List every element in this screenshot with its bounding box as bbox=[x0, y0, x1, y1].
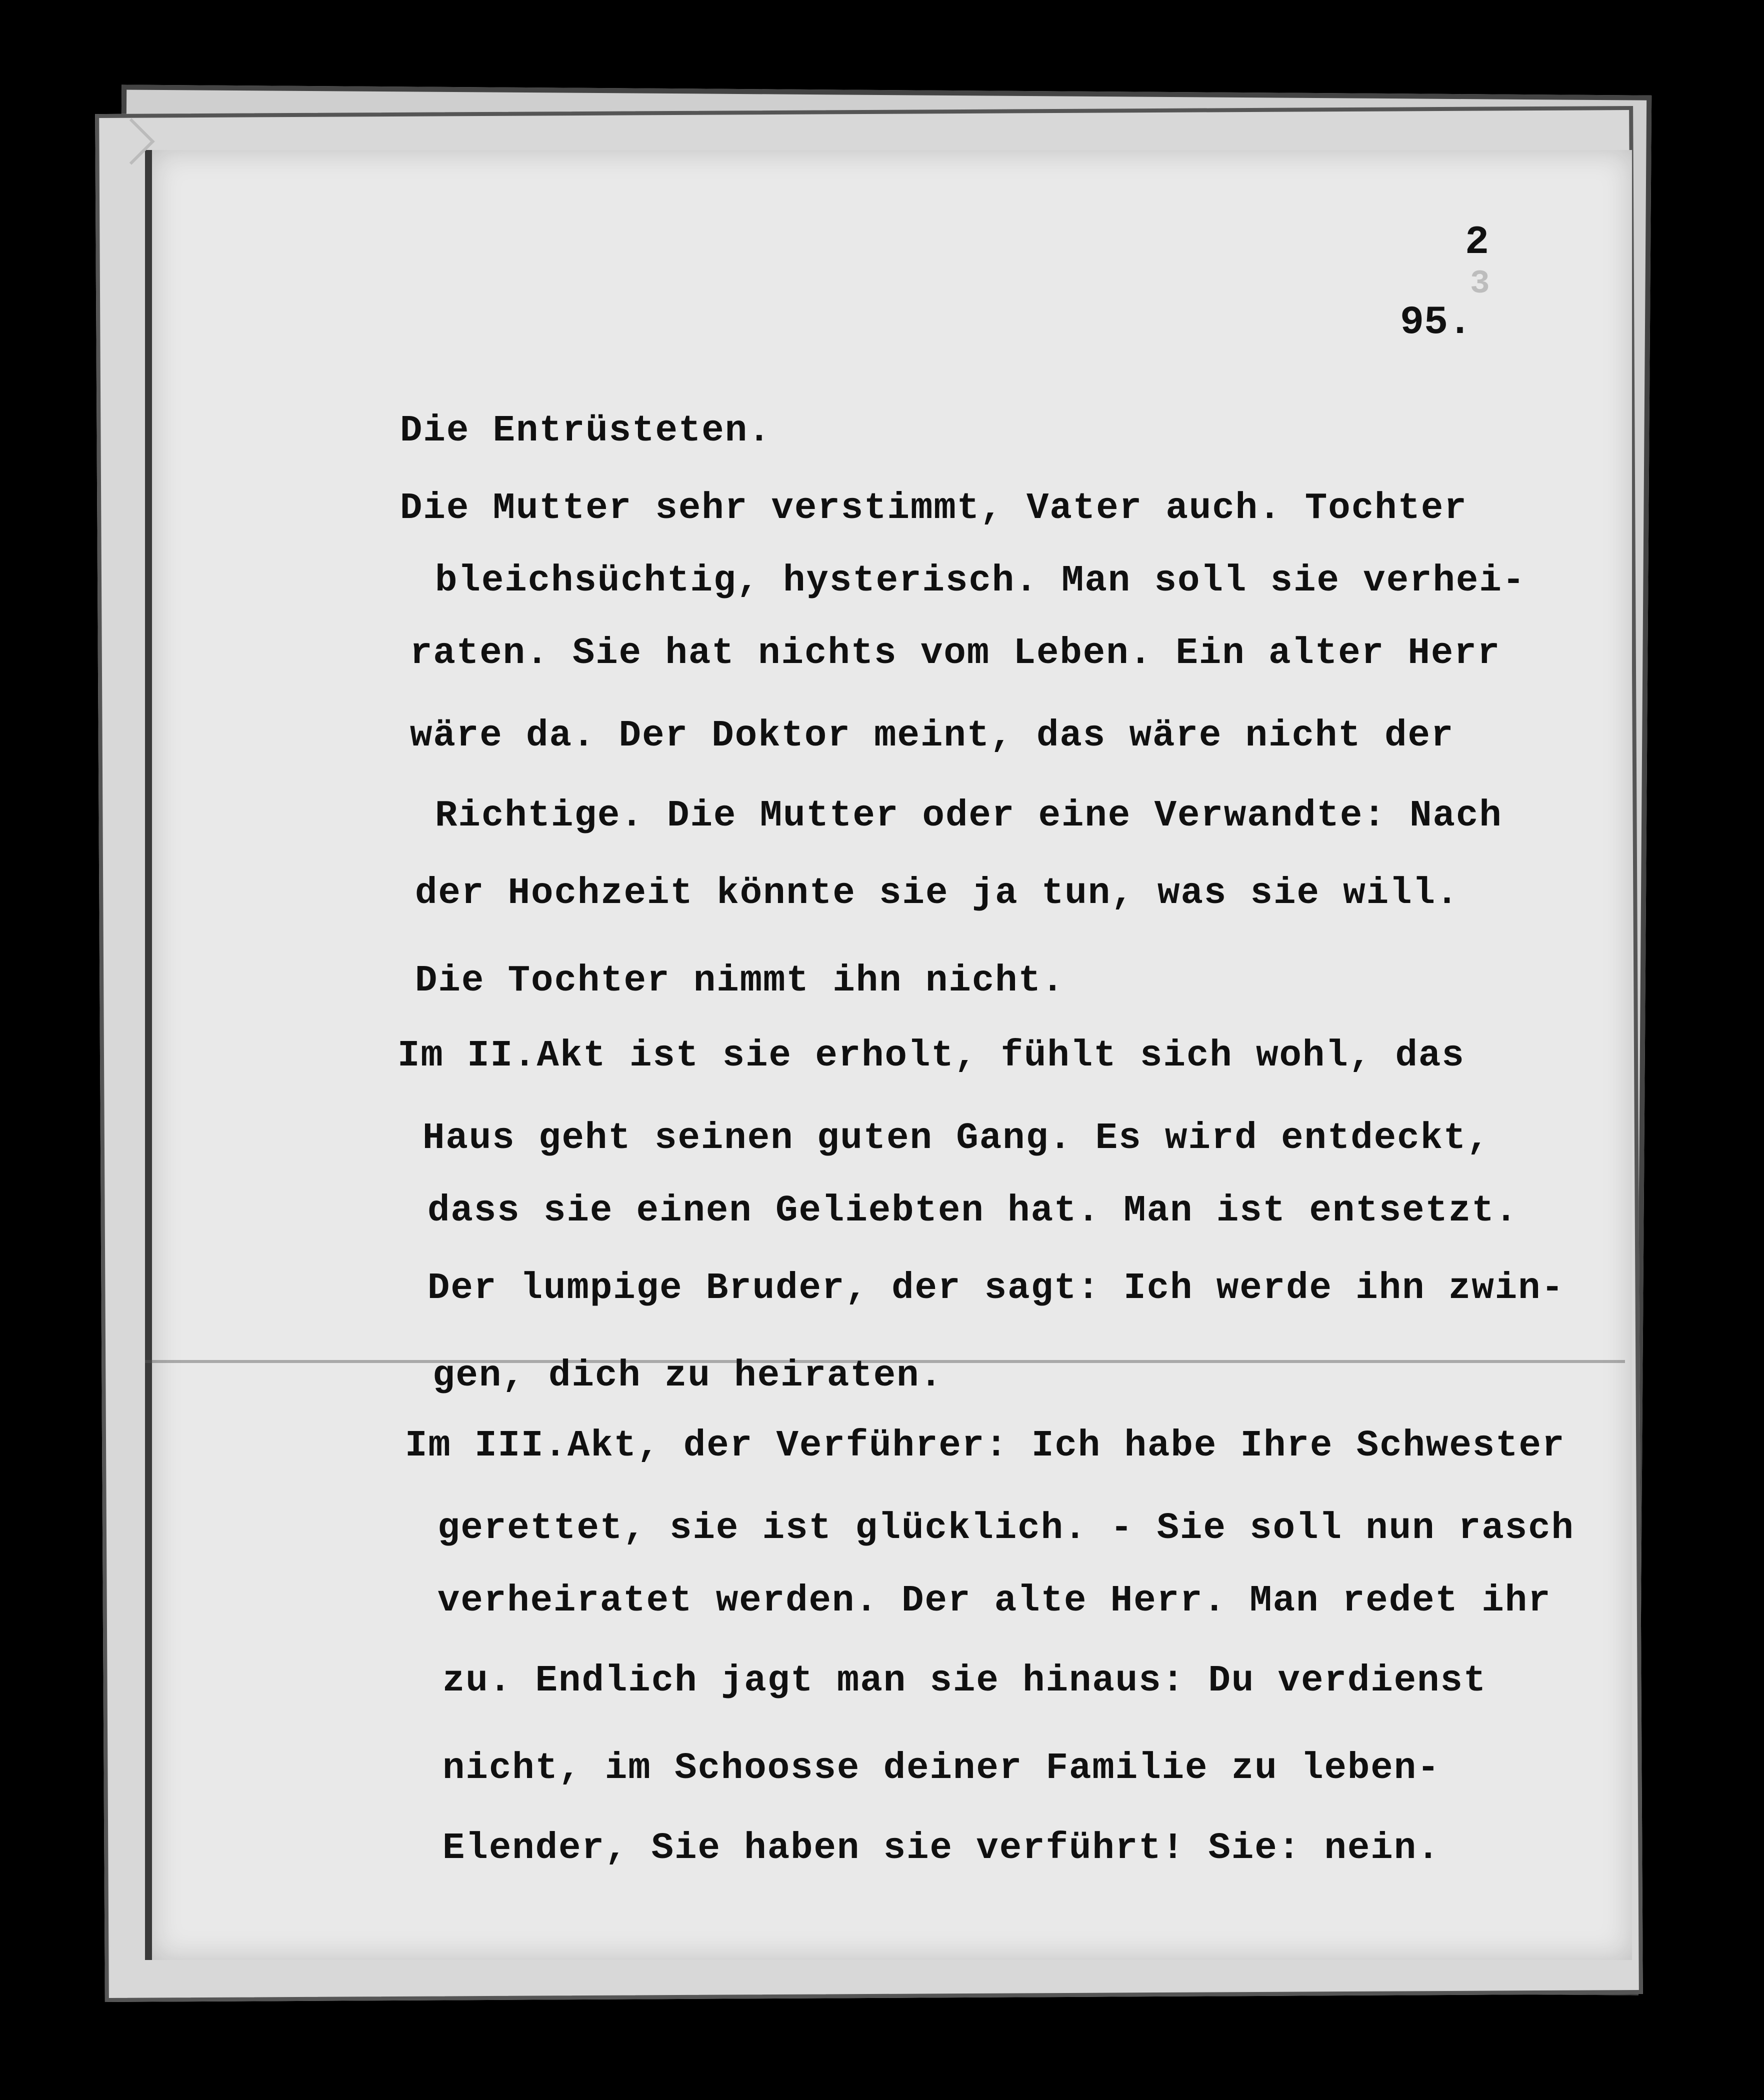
text-line: Im II.Akt ist sie erholt, fühlt sich wohl, das bbox=[398, 1035, 1465, 1077]
text-line: Die Tochter nimmt ihn nicht. bbox=[415, 960, 1065, 1002]
text-line: Die Mutter sehr verstimmt, Vater auch. Tochter bbox=[400, 488, 1468, 530]
text-line: raten. Sie hat nichts vom Leben. Ein alter Herr bbox=[410, 632, 1501, 674]
text-line-title: Die Entrüsteten. bbox=[400, 410, 772, 452]
text-line: Richtige. Die Mutter oder eine Verwandte: Nach bbox=[435, 795, 1502, 837]
text-line: wäre da. Der Doktor meint, das wäre nicht der bbox=[410, 715, 1454, 757]
text-line: Haus geht seinen guten Gang. Es wird entdeckt, bbox=[422, 1118, 1490, 1160]
sheet-number: 2 bbox=[1465, 220, 1490, 266]
text-line: verheiratet werden. Der alte Herr. Man redet ihr bbox=[438, 1580, 1552, 1622]
text-line: gerettet, sie ist glücklich. - Sie soll nun rasch bbox=[438, 1508, 1574, 1550]
sheet-number-ghost: 3 bbox=[1470, 265, 1490, 302]
text-line: Im III.Akt, der Verführer: Ich habe Ihre Schwester bbox=[405, 1425, 1566, 1467]
text-line: dass sie einen Geliebten hat. Man ist entsetzt. bbox=[428, 1190, 1518, 1232]
folio-number: 95. bbox=[1400, 300, 1472, 346]
text-line: Elender, Sie haben sie verführt! Sie: nein. bbox=[442, 1828, 1440, 1870]
text-line: Der lumpige Bruder, der sagt: Ich werde ihn zwin- bbox=[428, 1268, 1564, 1310]
text-line: zu. Endlich jagt man sie hinaus: Du verdienst bbox=[442, 1660, 1487, 1702]
text-line: bleichsüchtig, hysterisch. Man soll sie verhei- bbox=[435, 560, 1526, 602]
text-line: der Hochzeit könnte sie ja tun, was sie will. bbox=[415, 872, 1460, 914]
text-line: nicht, im Schoosse deiner Familie zu leben- bbox=[442, 1748, 1440, 1790]
text-line: gen, dich zu heiraten. bbox=[432, 1355, 943, 1397]
